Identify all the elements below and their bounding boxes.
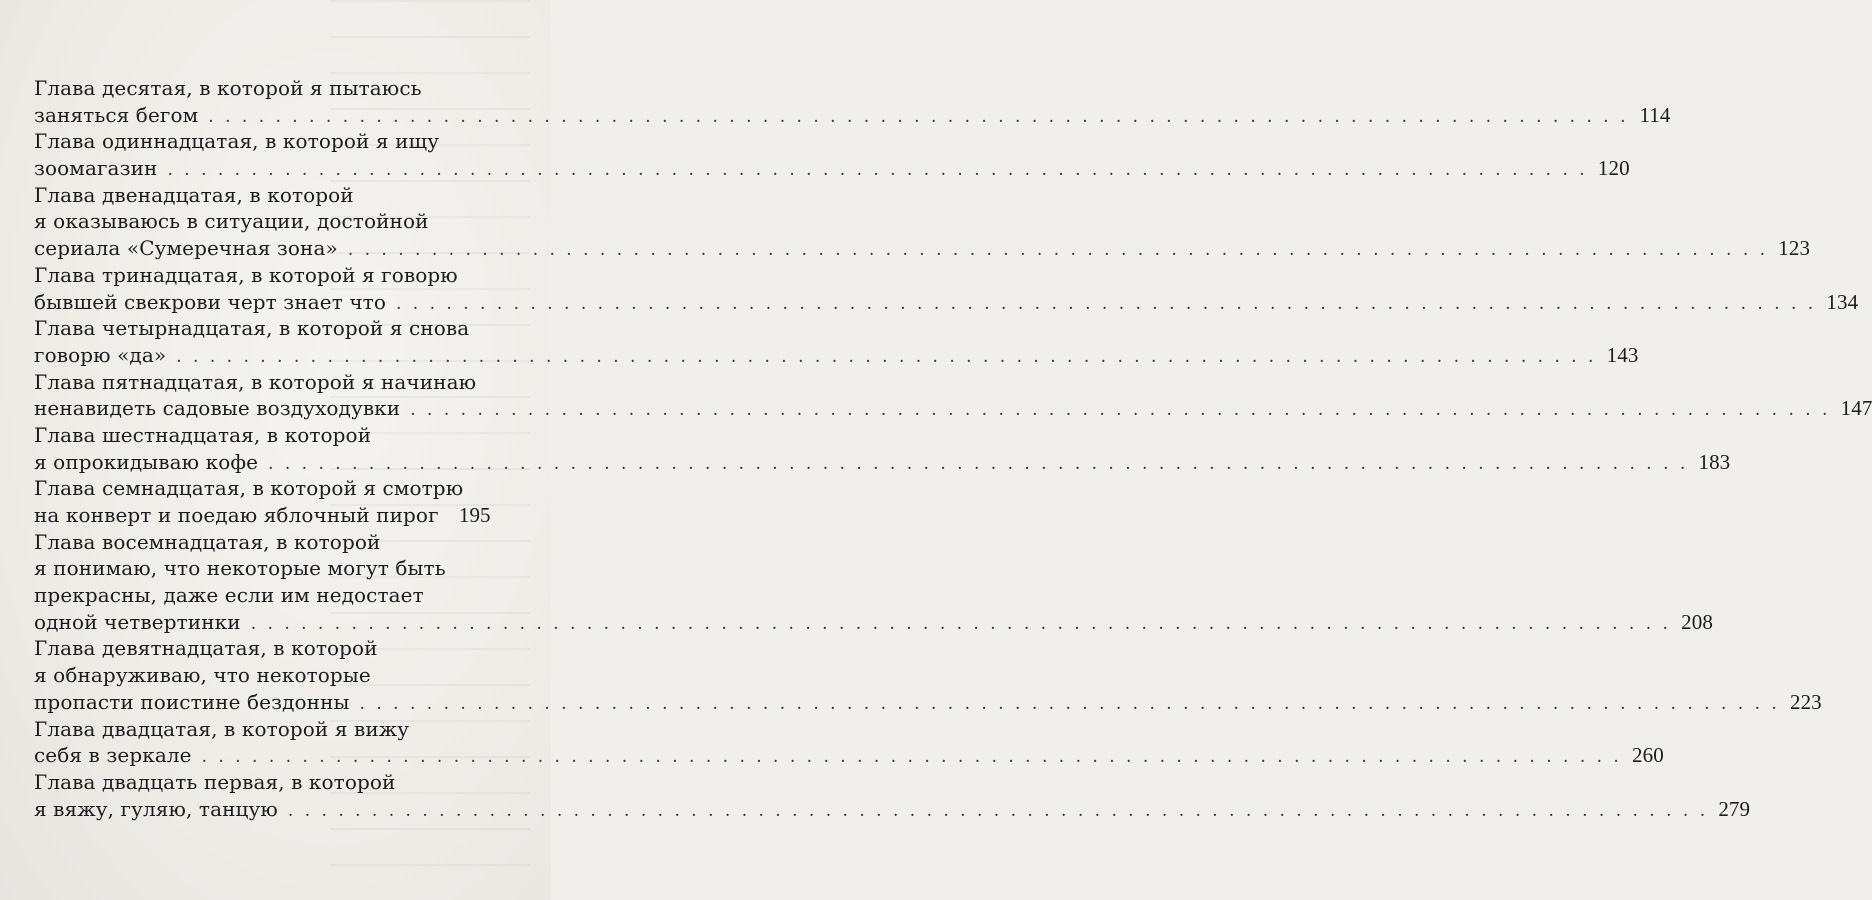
toc-entry-text: сериала «Сумеречная зона» <box>34 236 338 261</box>
toc-entry-text: заняться бегом <box>34 102 199 127</box>
toc-entry-text: говорю «да» <box>34 342 167 367</box>
page-number: 123 <box>1778 236 1811 261</box>
toc-entry-text: я понимаю, что некоторые могут быть <box>34 556 446 581</box>
toc-entry-line <box>34 582 486 609</box>
toc-entry-line <box>34 475 486 502</box>
toc-entry-line <box>34 208 486 235</box>
page-number: 143 <box>1606 342 1639 367</box>
dot-leader <box>288 798 1708 825</box>
toc-entry-text: я опрокидываю кофе <box>34 449 259 474</box>
page-number: 134 <box>1826 289 1859 314</box>
toc-entry-text: Глава двенадцатая, в которой <box>34 182 354 207</box>
toc-entry-last-line <box>34 609 1713 636</box>
toc-entry-last-line <box>34 102 1671 129</box>
toc-entry <box>34 769 1751 822</box>
toc-entry-text: Глава десятая, в которой я пытаюсь <box>34 76 422 100</box>
toc-entry-last-line <box>34 742 1664 769</box>
toc-entry-line <box>34 128 486 155</box>
dot-leader <box>268 451 1688 478</box>
page-number: 279 <box>1718 796 1751 821</box>
toc-entry <box>34 422 1731 475</box>
dot-leader <box>176 344 1596 371</box>
toc-entry-last-line <box>34 689 1822 716</box>
toc-entry-text: я оказываюсь в ситуации, достойной <box>34 209 429 234</box>
page-number: 223 <box>1789 689 1822 714</box>
toc-entry-text: Глава одиннадцатая, в которой я ищу <box>34 129 440 154</box>
toc-entry-text: Глава двадцать первая, в которой <box>34 769 396 794</box>
toc-entry-line <box>34 662 486 689</box>
page-number: 195 <box>458 503 491 527</box>
toc-entry-line <box>34 529 486 556</box>
toc-entry-last-line <box>34 395 1872 422</box>
toc-entry-last-line <box>34 235 1811 262</box>
toc-entry <box>34 262 1859 315</box>
toc-entry-last-line <box>34 449 1731 476</box>
toc-entry-text: одной четвертинки <box>34 609 241 634</box>
toc-entry-line <box>34 182 486 209</box>
toc-entry-text: Глава двадцатая, в которой я вижу <box>34 716 410 741</box>
toc-entry-line <box>34 422 486 449</box>
page-number: 120 <box>1597 156 1630 181</box>
page-number: 260 <box>1632 743 1664 768</box>
toc-entry <box>34 529 1713 636</box>
dot-leader <box>251 611 1671 638</box>
toc-entry-text: я обнаруживаю, что некоторые <box>34 663 371 688</box>
dot-leader <box>208 104 1628 131</box>
table-of-contents <box>34 75 1872 822</box>
toc-entry <box>34 315 1639 368</box>
toc-entry-line <box>34 315 486 342</box>
toc-entry-line <box>34 555 486 582</box>
toc-entry-text: прекрасны, даже если им недостает <box>34 583 424 608</box>
toc-entry-text: Глава шестнадцатая, в которой <box>34 422 372 447</box>
dot-leader <box>202 744 1622 771</box>
toc-entry <box>34 475 491 528</box>
toc-entry-line <box>34 75 486 102</box>
page-number: 183 <box>1698 449 1731 474</box>
dot-leader <box>410 397 1830 424</box>
toc-entry <box>34 128 1630 181</box>
dot-leader <box>396 291 1816 318</box>
toc-entry-text: Глава четырнадцатая, в которой я снова <box>34 316 470 341</box>
toc-entry-text: Глава восемнадцатая, в которой <box>34 529 381 554</box>
toc-entry-text: бывшей свекрови черт знает что <box>34 289 386 314</box>
page-number: 147 <box>1840 396 1872 421</box>
toc-entry-last-line <box>34 342 1639 369</box>
toc-entry-text: себя в зеркале <box>34 743 192 768</box>
toc-entry-text: пропасти поистине бездонны <box>34 689 350 714</box>
toc-entry-line <box>34 716 486 743</box>
toc-entry-text: Глава семнадцатая, в которой я смотрю <box>34 476 464 501</box>
toc-entry <box>34 75 1671 128</box>
dot-leader <box>348 237 1768 264</box>
toc-entry <box>34 182 1811 262</box>
toc-entry-text: ненавидеть садовые воздуходувки <box>34 396 401 421</box>
toc-entry-text: зоомагазин <box>34 156 158 181</box>
page-number: 114 <box>1639 102 1671 127</box>
toc-entry <box>34 716 1664 769</box>
toc-entry-line <box>34 769 486 796</box>
toc-entry-line <box>34 635 486 662</box>
toc-entry-last-line <box>34 289 1859 316</box>
toc-entry-last-line <box>34 796 1751 823</box>
toc-entry-text: на конверт и поедаю яблочный пирог <box>34 503 439 527</box>
toc-entry-text: я вяжу, гуляю, танцую <box>34 796 278 821</box>
page-number: 208 <box>1681 609 1713 634</box>
toc-entry-text: Глава девятнадцатая, в которой <box>34 636 378 661</box>
toc-entry <box>34 635 1822 715</box>
toc-entry-line <box>34 262 486 289</box>
dot-leader <box>360 691 1780 718</box>
dot-leader <box>167 157 1587 184</box>
toc-entry-text: Глава тринадцатая, в которой я говорю <box>34 262 458 287</box>
toc-entry-last-line <box>34 155 1630 182</box>
toc-entry-last-line <box>34 502 491 529</box>
toc-entry <box>34 369 1872 422</box>
toc-entry-text: Глава пятнадцатая, в которой я начинаю <box>34 369 477 394</box>
toc-entry-line <box>34 369 486 396</box>
